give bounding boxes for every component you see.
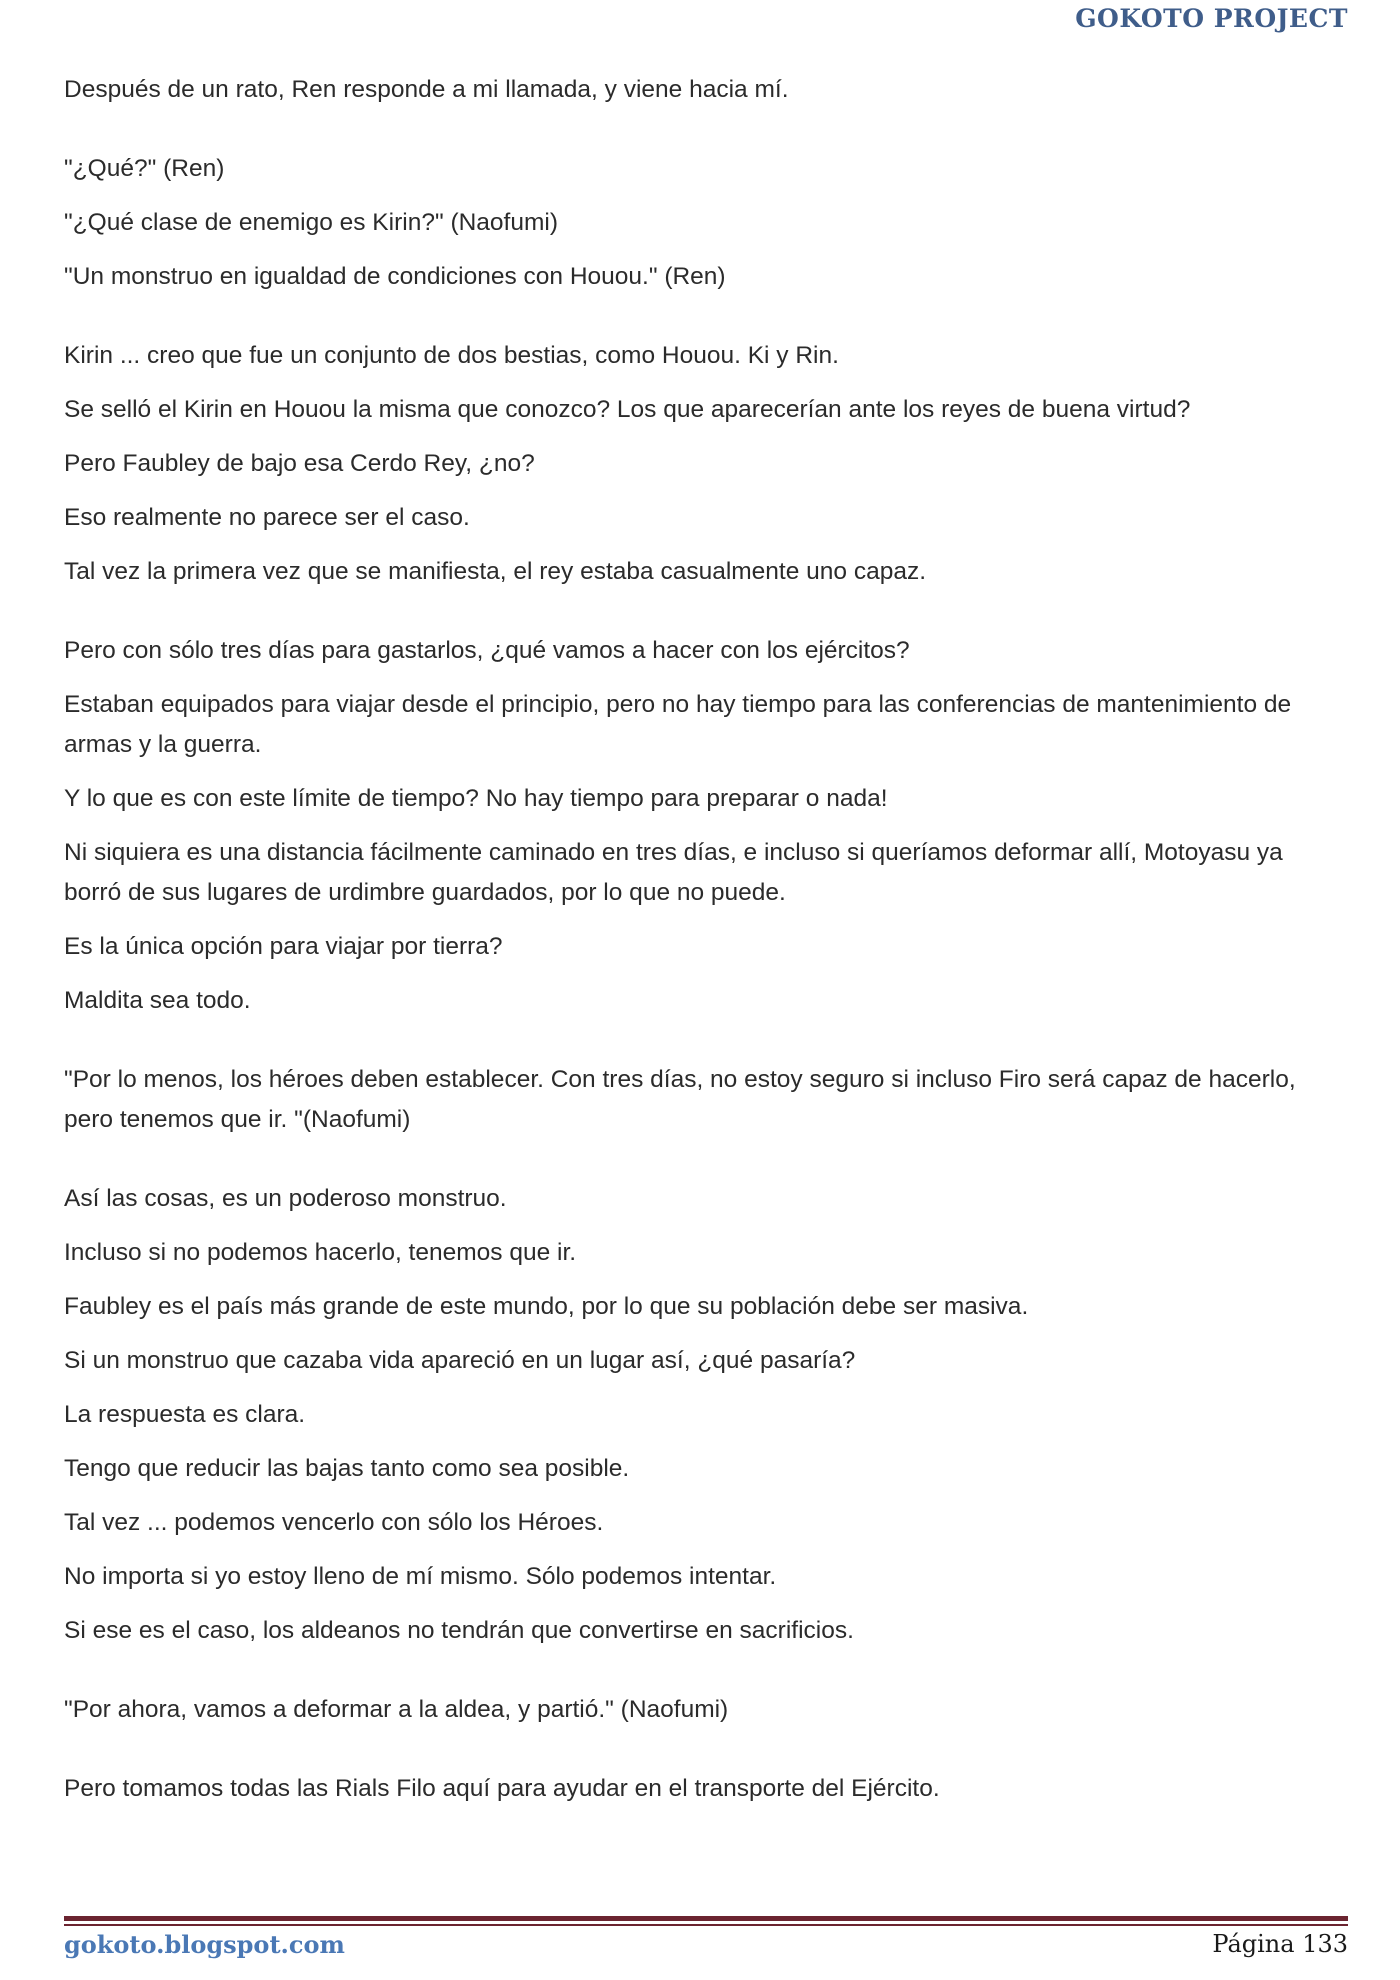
paragraph: Así las cosas, es un poderoso monstruo. — [64, 1185, 507, 1212]
header-brand: GOKOTO PROJECT — [1075, 4, 1348, 33]
paragraph: Ni siquiera es una distancia fácilmente caminado en tres días, e incluso si queríamos deformar allí, Motoyasu ya borró de sus lugares de urdimbre guardados, por lo que no puede. — [64, 839, 1283, 906]
paragraph: Eso realmente no parece ser el caso. — [64, 504, 470, 531]
paragraph: Si ese es el caso, los aldeanos no tendrán que convertirse en sacrificios. — [64, 1617, 854, 1644]
paragraph: Pero tomamos todas las Rials Filo aquí para ayudar en el transporte del Ejército. — [64, 1775, 940, 1802]
paragraph: "¿Qué clase de enemigo es Kirin?" (Naofumi) — [64, 209, 558, 236]
paragraph: Kirin ... creo que fue un conjunto de dos bestias, como Houou. Ki y Rin. — [64, 342, 839, 369]
paragraph: Es la única opción para viajar por tierra? — [64, 933, 503, 960]
paragraph: Tal vez ... podemos vencerlo con sólo los Héroes. — [64, 1509, 604, 1536]
paragraph: "¿Qué?" (Ren) — [64, 155, 225, 182]
paragraph: Incluso si no podemos hacerlo, tenemos que ir. — [64, 1239, 577, 1266]
paragraph: Tengo que reducir las bajas tanto como sea posible. — [64, 1455, 630, 1482]
paragraph: Maldita sea todo. — [64, 987, 251, 1014]
footer-divider — [64, 1924, 1348, 1926]
body-text — [64, 70, 1332, 1823]
paragraph: Si un monstruo que cazaba vida apareció en un lugar así, ¿qué pasaría? — [64, 1347, 856, 1374]
page-number: Página 133 — [1212, 1930, 1348, 1958]
paragraph: "Por lo menos, los héroes deben establecer. Con tres días, no estoy seguro si incluso Firo será capaz de hacerlo, pero tenemos que ir. "(Naofumi) — [64, 1066, 1296, 1133]
paragraph: Faubley es el país más grande de este mundo, por lo que su población debe ser masiva. — [64, 1293, 1029, 1320]
paragraph: Se selló el Kirin en Houou la misma que conozco? Los que aparecerían ante los reyes de buena virtud? — [64, 396, 1191, 423]
paragraph: La respuesta es clara. — [64, 1401, 306, 1428]
footer-site-link[interactable]: gokoto.blogspot.com — [64, 1930, 345, 1959]
paragraph: Pero con sólo tres días para gastarlos, ¿qué vamos a hacer con los ejércitos? — [64, 637, 910, 664]
paragraph: Estaban equipados para viajar desde el principio, pero no hay tiempo para las conferencias de mantenimiento de armas y la guerra. — [64, 691, 1292, 758]
paragraph: Tal vez la primera vez que se manifiesta, el rey estaba casualmente uno capaz. — [64, 558, 927, 585]
paragraph: Después de un rato, Ren responde a mi llamada, y viene hacia mí. — [64, 76, 789, 103]
paragraph: Y lo que es con este límite de tiempo? No hay tiempo para preparar o nada! — [64, 785, 888, 812]
paragraph: Pero Faubley de bajo esa Cerdo Rey, ¿no? — [64, 450, 535, 477]
paragraph: No importa si yo estoy lleno de mí mismo. Sólo podemos intentar. — [64, 1563, 777, 1590]
footer-divider — [64, 1916, 1348, 1921]
paragraph: "Un monstruo en igualdad de condiciones con Houou." (Ren) — [64, 263, 726, 290]
paragraph: "Por ahora, vamos a deformar a la aldea, y partió." (Naofumi) — [64, 1696, 729, 1723]
